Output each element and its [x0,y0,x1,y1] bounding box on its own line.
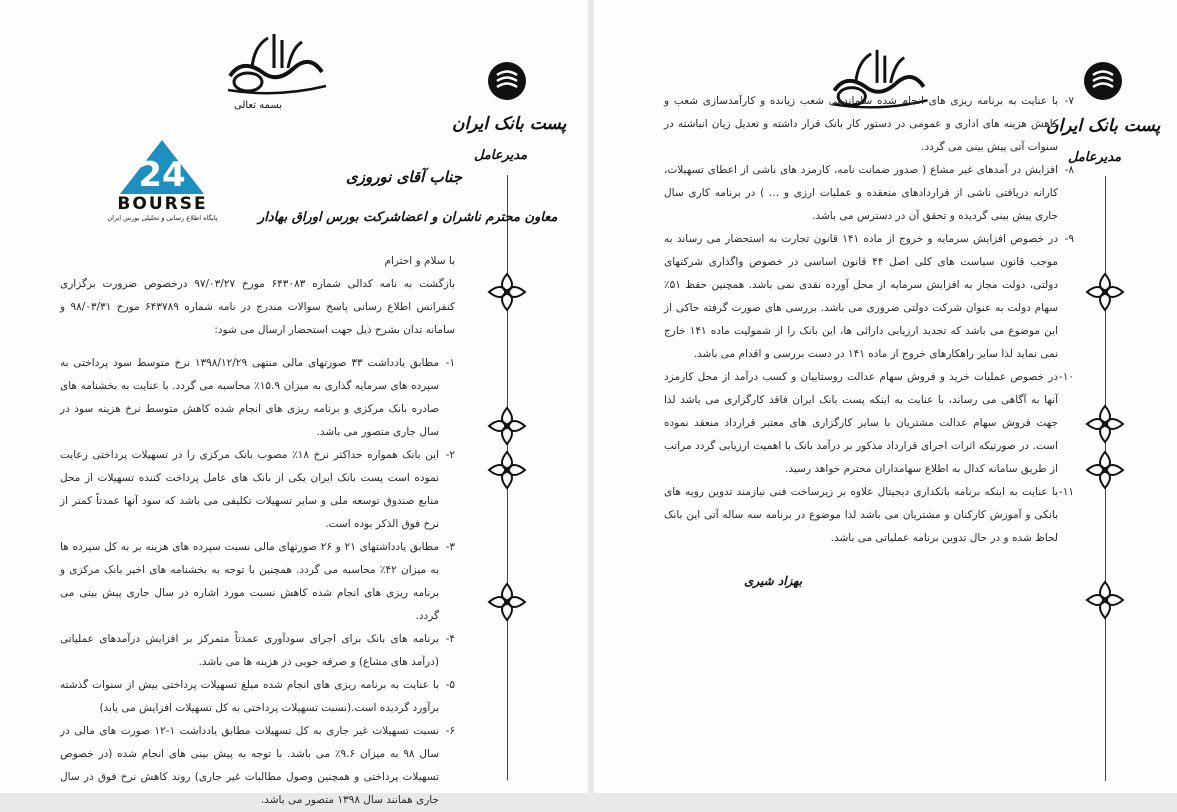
bourse-name: BOURSE [117,194,208,214]
list-item [60,674,455,720]
item-number: ۹- [1064,233,1074,245]
bismillah-calligraphy-icon [222,28,330,98]
ornament-icon [1085,272,1125,312]
ornament-icon [487,582,527,622]
bourse-stamp [100,138,225,230]
list-item [664,366,1074,481]
letter-body [664,90,1074,550]
post-bank-logo-icon [488,62,526,100]
item-text: افزایش در آمدهای غیر مشاع ( صدور ضمانت نامه، کارمزد های ناشی از اعطای تسهیلات، کارانه دریافتی ناشی از قراردادهای منعقده و عملیات ارزی و ... ) در برنامه کاری سال جاری پیش بینی گردیده و تحقق آن در دسترس می باشد. [664,164,1058,222]
item-text: در خصوص افزایش سرمایه و خروج از ماده ۱۴۱ قانون تجارت به استحضار می رساند به موجب قانون سیاست های کلی اصل ۴۴ قانون اساسی در خصوص واگذاری شرکتهای دولتی، دولت مجاز به افزایش سرمایه از محل آورده نقدی نمی باشد. همچنین حفظ ۵۱٪ سهام دولت به عنوان شرکت دولتی ضروری می باشد. بررسی های صورت گرفته حاکی از این موضوع می باشد که تجدید ارزیابی دارائی ها، این بانک را از شمولیت ماده ۱۴۱ خارج نمی نماید لذا سایر راهکارهای خروج از ماده ۱۴۱ در دست بررسی و اقدام می باشد. [664,233,1059,360]
item-number: ۶- [445,725,455,737]
intro-paragraph: بازگشت به نامه کدالی شماره ۶۴۳۰۸۳ مورخ ۹۷/۰۳/۲۷ درخصوص ضرورت برگزاری کنفرانس اطلاع رسانی پاسخ سوالات مندرج در نامه شماره ۶۴۳۷۸۹ مورخ ۹۸/۰۳/۳۱ و سامانه تدان بشرح ذیل جهت استحضار ارسال می شود: [60,278,455,336]
item-text: مطابق یادداشت ۳۳ صورتهای مالی منتهی ۱۳۹۸/۱۲/۲۹ نرخ متوسط سود پرداختی به سپرده های سرمایه گذاری به میزان ۱۵.۹٪ محاسبه می گردد. با عنایت به بخشنامه های صادره بانک مرکزی و برنامه ریزی های انجام شده کاهش متوسط نرخ هزینه سود در سال جاری متصور می باشد. [60,357,440,438]
item-text: نسبت تسهیلات غیر جاری به کل تسهیلات مطابق یادداشت ۱-۱۲ صورت های مالی در سال ۹۸ به میزان ۹.۶٪ می باشد. با توجه به پیش بینی های انجام شده (در خصوص تسهیلات پرداختی و همچنین وصول مطالبات غیر جاری) روند کاهش نرخ فوق در سال جاری همانند سال ۱۳۹۸ متصور می باشد. [60,725,439,806]
list-item [664,159,1074,228]
ornament-icon [487,450,527,490]
department-title: مدیرعامل [1068,150,1122,165]
list-item [664,481,1074,550]
signature: بهزاد شیری [744,574,803,588]
ornament-icon [1085,404,1125,444]
list-item [664,90,1074,159]
item-text: با عنایت به اینکه برنامه بانکداری دیجیتال علاوه بر زیرساخت فنی نیازمند تدوین رویه های بانکی و آموزش کارکنان و مشتریان می باشد لذا موضوع در برنامه سه ساله آتی این بانک لحاظ شده و در حال تدوین برنامه عملیاتی می باشد. [664,486,1058,544]
item-text: در خصوص عملیات خرید و فروش سهام عدالت روستاییان و کسب درآمد از محل کارمزد آنها به آگاهی می رساند، با عنایت به اینکه پست بانک ایران فاقد کارگزاری می باشد لذا جهت فروش سهام عدالت مشتریان با سایر کارگزاری های معتبر قرارداد منعقد نموده است. در صورتیکه اثرات اجرای قرارداد مذکور بر درآمد بانک با اهمیت ارزیابی گردد مراتب از طریق سامانه کدال به اطلاع سهامداران محترم خواهد رسید. [664,371,1058,475]
svg-text:24: 24 [138,155,186,195]
ornament-icon [1085,580,1125,620]
list-item [664,228,1074,366]
list-item [60,720,455,812]
item-number: ۱۱- [1058,486,1074,498]
list-item [60,352,455,444]
bank-name: پست بانک ایران [1046,116,1161,136]
item-text: با عنایت به برنامه ریزی های انجام شده مبلغ تسهیلات پرداختی بیش از سنوات گذشته برآورد گردیده است.(نسبت تسهیلات پرداختی به کل تسهیلات افزایش می یابد) [60,679,439,714]
item-number: ۱- [445,357,455,369]
bourse-tagline: پایگاه اطلاع رسانی و تحلیلی بورس ایران [107,214,218,222]
recipient-position: معاون محترم ناشران و اعضاشرکت بورس اوراق بهادار [258,210,558,225]
item-number: ۲- [445,449,455,461]
letter-body [60,250,455,812]
item-number: ۸- [1064,164,1074,176]
item-text: با عنایت به برنامه ریزی های انجام شده ساماندهی شعب زیانده و کارآمدسازی شعب و کاهش هزینه های اداری و عمومی در دستور کار بانک قرار داشته و تعدیل زیان انباشته در سنوات آتی پیش بینی می گردد. [664,95,1058,153]
department-title: مدیرعامل [474,148,528,163]
item-text: این بانک همواره حداکثر نرخ ۱۸٪ مصوب بانک مرکزی را در تسهیلات پرداختی رعایت نموده است پست بانک ایران یکی از بانک های عامل پرداخت کننده تسهیلات از محل منابع صندوق توسعه ملی و سایر تسهیلات تکلیفی می باشد که سود آنها عمدتاً کمتر از نرخ فوق الذکر بوده است. [60,449,440,530]
list-item [60,628,455,674]
post-bank-logo-icon [1084,62,1122,100]
bank-name: پست بانک ایران [452,114,567,134]
item-number: ۴- [445,633,455,645]
letter-page-2 [594,0,1177,793]
greeting: با سلام و احترام [384,255,455,267]
letter-page-1 [0,0,588,806]
item-number: ۷- [1064,95,1074,107]
list-item [60,444,455,536]
ornament-icon [487,406,527,446]
item-number: ۱۰- [1058,371,1074,383]
recipient-title: جناب آقای نوروزی [346,168,462,186]
ornament-icon [487,272,527,312]
item-text: مطابق یادداشتهای ۲۱ و ۲۶ صورتهای مالی نسبت سپرده های هزینه بر به کل سپرده ها به میزان ۴۲٪ محاسبه می گردد. همچنین با توجه به بخشنامه های اخیر بانک مرکزی و برنامه ریزی های انجام شده کاهش نسبت مورد اشاره در سال جاری پیش بینی می گردد. [60,541,440,622]
list-item [60,536,455,628]
item-number: ۵- [445,679,455,691]
24bourse-logo-icon [118,138,206,196]
item-text: برنامه های بانک برای اجرای سودآوری عمدتاً متمرکز بر افزایش درآمدهای عملیاتی (درآمد های مشاع) و صرفه جویی در هزینه ها می باشد. [60,633,439,668]
item-number: ۳- [445,541,455,553]
ornament-icon [1085,450,1125,490]
bismillah-text: بسمه تعالی [234,100,283,111]
